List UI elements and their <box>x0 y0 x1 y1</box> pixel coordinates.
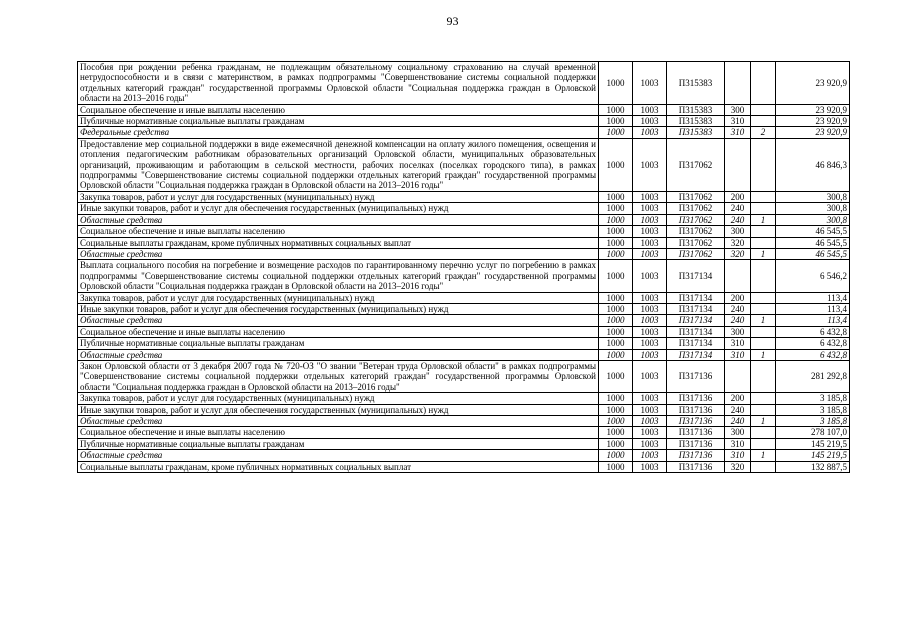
row-target-article-code: П315383 <box>667 104 725 115</box>
row-section-code: 1000 <box>599 260 633 292</box>
row-target-article-code: П315383 <box>667 127 725 138</box>
table-row <box>78 116 850 127</box>
row-description: Социальное обеспечение и иные выплаты населению <box>78 226 599 237</box>
row-amount: 300,8 <box>776 214 850 225</box>
row-expense-type-code <box>725 62 751 105</box>
row-expense-type-code: 310 <box>725 116 751 127</box>
row-description: Социальные выплаты гражданам, кроме публичных нормативных социальных выплат <box>78 237 599 248</box>
table-row <box>78 338 850 349</box>
row-kp-code <box>751 292 776 303</box>
row-target-article-code: П317062 <box>667 138 725 191</box>
row-amount: 46 545,5 <box>776 237 850 248</box>
row-target-article-code: П315383 <box>667 62 725 105</box>
row-section-code: 1000 <box>599 461 633 472</box>
row-target-article-code: П315383 <box>667 116 725 127</box>
row-kp-code <box>751 461 776 472</box>
row-description: Выплата социального пособия на погребение и возмещение расходов по гарантированному перечню услуг по погребению в рамках подпрограммы "Совершенствование системы социальной поддержки отдельных категорий граждан" государственной программы Орловской области "Социальная поддержка граждан в Орловской области на 2013–2016 годы" <box>78 260 599 292</box>
row-description: Областные средства <box>78 214 599 225</box>
row-target-article-code: П317136 <box>667 404 725 415</box>
row-kp-code: 1 <box>751 450 776 461</box>
row-subsection-code: 1003 <box>633 127 667 138</box>
row-expense-type-code: 240 <box>725 416 751 427</box>
row-subsection-code: 1003 <box>633 116 667 127</box>
row-kp-code <box>751 260 776 292</box>
budget-table <box>77 61 850 473</box>
table-row <box>78 127 850 138</box>
row-kp-code: 2 <box>751 127 776 138</box>
row-expense-type-code: 300 <box>725 326 751 337</box>
row-section-code: 1000 <box>599 203 633 214</box>
row-expense-type-code <box>725 138 751 191</box>
row-kp-code <box>751 338 776 349</box>
row-kp-code <box>751 116 776 127</box>
row-target-article-code: П317134 <box>667 338 725 349</box>
row-description: Иные закупки товаров, работ и услуг для обеспечения государственных (муниципальных) нужд <box>78 404 599 415</box>
row-amount: 46 545,5 <box>776 248 850 259</box>
row-subsection-code: 1003 <box>633 438 667 449</box>
row-kp-code <box>751 326 776 337</box>
row-subsection-code: 1003 <box>633 326 667 337</box>
table-row <box>78 349 850 360</box>
row-kp-code <box>751 62 776 105</box>
row-expense-type-code: 310 <box>725 349 751 360</box>
row-description: Социальные выплаты гражданам, кроме публичных нормативных социальных выплат <box>78 461 599 472</box>
row-expense-type-code: 310 <box>725 438 751 449</box>
row-amount: 23 920,9 <box>776 62 850 105</box>
row-subsection-code: 1003 <box>633 260 667 292</box>
table-row <box>78 237 850 248</box>
row-description: Социальное обеспечение и иные выплаты населению <box>78 326 599 337</box>
row-expense-type-code: 240 <box>725 214 751 225</box>
row-amount: 145 219,5 <box>776 438 850 449</box>
row-subsection-code: 1003 <box>633 248 667 259</box>
row-description: Закупка товаров, работ и услуг для государственных (муниципальных) нужд <box>78 191 599 202</box>
row-amount: 23 920,9 <box>776 127 850 138</box>
row-section-code: 1000 <box>599 248 633 259</box>
row-subsection-code: 1003 <box>633 360 667 392</box>
row-kp-code <box>751 360 776 392</box>
row-section-code: 1000 <box>599 214 633 225</box>
row-description: Иные закупки товаров, работ и услуг для обеспечения государственных (муниципальных) нужд <box>78 303 599 314</box>
row-section-code: 1000 <box>599 326 633 337</box>
row-expense-type-code: 320 <box>725 248 751 259</box>
row-section-code: 1000 <box>599 226 633 237</box>
row-expense-type-code: 200 <box>725 191 751 202</box>
row-section-code: 1000 <box>599 62 633 105</box>
row-kp-code: 1 <box>751 349 776 360</box>
row-subsection-code: 1003 <box>633 338 667 349</box>
row-amount: 6 432,8 <box>776 338 850 349</box>
row-amount: 278 107,0 <box>776 427 850 438</box>
row-kp-code <box>751 427 776 438</box>
row-section-code: 1000 <box>599 292 633 303</box>
row-kp-code <box>751 203 776 214</box>
row-expense-type-code: 240 <box>725 303 751 314</box>
row-target-article-code: П317136 <box>667 438 725 449</box>
table-row <box>78 292 850 303</box>
row-expense-type-code <box>725 360 751 392</box>
row-amount: 46 545,5 <box>776 226 850 237</box>
row-expense-type-code: 320 <box>725 237 751 248</box>
row-expense-type-code: 200 <box>725 292 751 303</box>
row-description: Закупка товаров, работ и услуг для государственных (муниципальных) нужд <box>78 292 599 303</box>
row-kp-code: 1 <box>751 315 776 326</box>
row-description: Пособия при рождении ребенка гражданам, не подлежащим обязательному социальному страхованию на случай временной нетрудоспособности и в связи с материнством, в рамках подпрограммы "Совершенствование системы социальной поддержки отдельных категорий граждан" государственной программы Орловской области "Социальная поддержка граждан в Орловской области на 2013–2016 годы" <box>78 62 599 105</box>
table-row <box>78 248 850 259</box>
row-amount: 300,8 <box>776 191 850 202</box>
row-description: Федеральные средства <box>78 127 599 138</box>
row-kp-code <box>751 303 776 314</box>
row-subsection-code: 1003 <box>633 450 667 461</box>
row-kp-code <box>751 226 776 237</box>
row-section-code: 1000 <box>599 438 633 449</box>
row-expense-type-code: 240 <box>725 203 751 214</box>
row-description: Областные средства <box>78 315 599 326</box>
row-description: Публичные нормативные социальные выплаты гражданам <box>78 338 599 349</box>
row-target-article-code: П317134 <box>667 326 725 337</box>
row-amount: 3 185,8 <box>776 416 850 427</box>
row-expense-type-code: 310 <box>725 127 751 138</box>
table-row <box>78 62 850 105</box>
row-subsection-code: 1003 <box>633 214 667 225</box>
row-description: Предоставление мер социальной поддержки в виде ежемесячной денежной компенсации на оплату жилого помещения, освещения и отопления педагогическим работникам образовательных организаций Орловской области, муниципальных образовательных организаций, проживающим и работающим в сельской местности, рабочих поселках (поселках городского типа), в рамках подпрограммы "Совершенствование системы социальной поддержки отдельных категорий граждан" государственной программы Орловской области "Социальная поддержка граждан в Орловской области на 2013–2016 годы" <box>78 138 599 191</box>
row-kp-code: 1 <box>751 214 776 225</box>
table-row <box>78 461 850 472</box>
row-subsection-code: 1003 <box>633 292 667 303</box>
row-amount: 132 887,5 <box>776 461 850 472</box>
row-section-code: 1000 <box>599 191 633 202</box>
row-expense-type-code: 300 <box>725 104 751 115</box>
row-subsection-code: 1003 <box>633 461 667 472</box>
row-kp-code <box>751 404 776 415</box>
row-section-code: 1000 <box>599 237 633 248</box>
table-row <box>78 416 850 427</box>
row-section-code: 1000 <box>599 127 633 138</box>
row-subsection-code: 1003 <box>633 191 667 202</box>
row-amount: 23 920,9 <box>776 104 850 115</box>
table-row <box>78 191 850 202</box>
row-target-article-code: П317136 <box>667 461 725 472</box>
row-description: Закупка товаров, работ и услуг для государственных (муниципальных) нужд <box>78 393 599 404</box>
row-target-article-code: П317136 <box>667 416 725 427</box>
table-row <box>78 104 850 115</box>
row-subsection-code: 1003 <box>633 138 667 191</box>
row-amount: 23 920,9 <box>776 116 850 127</box>
table-row <box>78 393 850 404</box>
row-subsection-code: 1003 <box>633 62 667 105</box>
row-amount: 145 219,5 <box>776 450 850 461</box>
row-section-code: 1000 <box>599 360 633 392</box>
row-expense-type-code: 320 <box>725 461 751 472</box>
row-amount: 300,8 <box>776 203 850 214</box>
row-target-article-code: П317134 <box>667 292 725 303</box>
row-subsection-code: 1003 <box>633 393 667 404</box>
table-row <box>78 360 850 392</box>
row-section-code: 1000 <box>599 116 633 127</box>
row-subsection-code: 1003 <box>633 303 667 314</box>
table-row <box>78 203 850 214</box>
row-description: Областные средства <box>78 450 599 461</box>
row-description: Областные средства <box>78 416 599 427</box>
row-amount: 113,4 <box>776 315 850 326</box>
row-amount: 113,4 <box>776 303 850 314</box>
row-section-code: 1000 <box>599 303 633 314</box>
row-target-article-code: П317136 <box>667 427 725 438</box>
row-target-article-code: П317062 <box>667 191 725 202</box>
row-kp-code <box>751 438 776 449</box>
row-section-code: 1000 <box>599 104 633 115</box>
row-target-article-code: П317062 <box>667 214 725 225</box>
row-section-code: 1000 <box>599 450 633 461</box>
row-subsection-code: 1003 <box>633 427 667 438</box>
row-kp-code: 1 <box>751 416 776 427</box>
table-row <box>78 438 850 449</box>
row-subsection-code: 1003 <box>633 404 667 415</box>
row-description: Закон Орловской области от 3 декабря 2007 года № 720-ОЗ "О звании "Ветеран труда Орловской области" в рамках подпрограммы "Совершенствование системы социальной поддержки отдельных категорий граждан" государственной программы Орловской области "Социальная поддержка граждан в Орловской области на 2013–2016 годы" <box>78 360 599 392</box>
table-row <box>78 450 850 461</box>
row-target-article-code: П317062 <box>667 237 725 248</box>
row-target-article-code: П317134 <box>667 260 725 292</box>
row-subsection-code: 1003 <box>633 226 667 237</box>
row-target-article-code: П317062 <box>667 203 725 214</box>
row-kp-code <box>751 138 776 191</box>
row-expense-type-code: 300 <box>725 427 751 438</box>
row-kp-code <box>751 393 776 404</box>
table-row <box>78 138 850 191</box>
table-row <box>78 260 850 292</box>
row-target-article-code: П317062 <box>667 248 725 259</box>
row-subsection-code: 1003 <box>633 349 667 360</box>
row-amount: 3 185,8 <box>776 404 850 415</box>
row-subsection-code: 1003 <box>633 203 667 214</box>
row-section-code: 1000 <box>599 404 633 415</box>
table-row <box>78 214 850 225</box>
row-subsection-code: 1003 <box>633 104 667 115</box>
row-subsection-code: 1003 <box>633 416 667 427</box>
row-target-article-code: П317134 <box>667 315 725 326</box>
row-expense-type-code: 300 <box>725 226 751 237</box>
page-number: 93 <box>446 14 459 28</box>
row-section-code: 1000 <box>599 338 633 349</box>
row-amount: 6 546,2 <box>776 260 850 292</box>
row-expense-type-code: 310 <box>725 338 751 349</box>
table-row <box>78 226 850 237</box>
row-expense-type-code: 240 <box>725 404 751 415</box>
row-amount: 46 846,3 <box>776 138 850 191</box>
row-section-code: 1000 <box>599 315 633 326</box>
row-description: Иные закупки товаров, работ и услуг для обеспечения государственных (муниципальных) нужд <box>78 203 599 214</box>
budget-table-body <box>78 62 850 473</box>
table-row <box>78 303 850 314</box>
row-description: Областные средства <box>78 349 599 360</box>
row-expense-type-code: 200 <box>725 393 751 404</box>
row-section-code: 1000 <box>599 138 633 191</box>
row-kp-code: 1 <box>751 248 776 259</box>
row-description: Социальное обеспечение и иные выплаты населению <box>78 104 599 115</box>
row-subsection-code: 1003 <box>633 237 667 248</box>
row-section-code: 1000 <box>599 427 633 438</box>
row-description: Областные средства <box>78 248 599 259</box>
row-expense-type-code: 310 <box>725 450 751 461</box>
row-description: Публичные нормативные социальные выплаты гражданам <box>78 116 599 127</box>
row-target-article-code: П317136 <box>667 450 725 461</box>
row-description: Социальное обеспечение и иные выплаты населению <box>78 427 599 438</box>
row-target-article-code: П317134 <box>667 349 725 360</box>
row-kp-code <box>751 237 776 248</box>
row-section-code: 1000 <box>599 393 633 404</box>
table-row <box>78 404 850 415</box>
row-target-article-code: П317136 <box>667 360 725 392</box>
row-subsection-code: 1003 <box>633 315 667 326</box>
row-kp-code <box>751 191 776 202</box>
row-kp-code <box>751 104 776 115</box>
row-expense-type-code: 240 <box>725 315 751 326</box>
row-target-article-code: П317062 <box>667 226 725 237</box>
table-row <box>78 315 850 326</box>
row-section-code: 1000 <box>599 349 633 360</box>
row-amount: 6 432,8 <box>776 349 850 360</box>
row-target-article-code: П317134 <box>667 303 725 314</box>
row-amount: 281 292,8 <box>776 360 850 392</box>
row-description: Публичные нормативные социальные выплаты гражданам <box>78 438 599 449</box>
table-row <box>78 326 850 337</box>
row-expense-type-code <box>725 260 751 292</box>
row-amount: 113,4 <box>776 292 850 303</box>
row-amount: 6 432,8 <box>776 326 850 337</box>
row-amount: 3 185,8 <box>776 393 850 404</box>
table-row <box>78 427 850 438</box>
row-target-article-code: П317136 <box>667 393 725 404</box>
row-section-code: 1000 <box>599 416 633 427</box>
